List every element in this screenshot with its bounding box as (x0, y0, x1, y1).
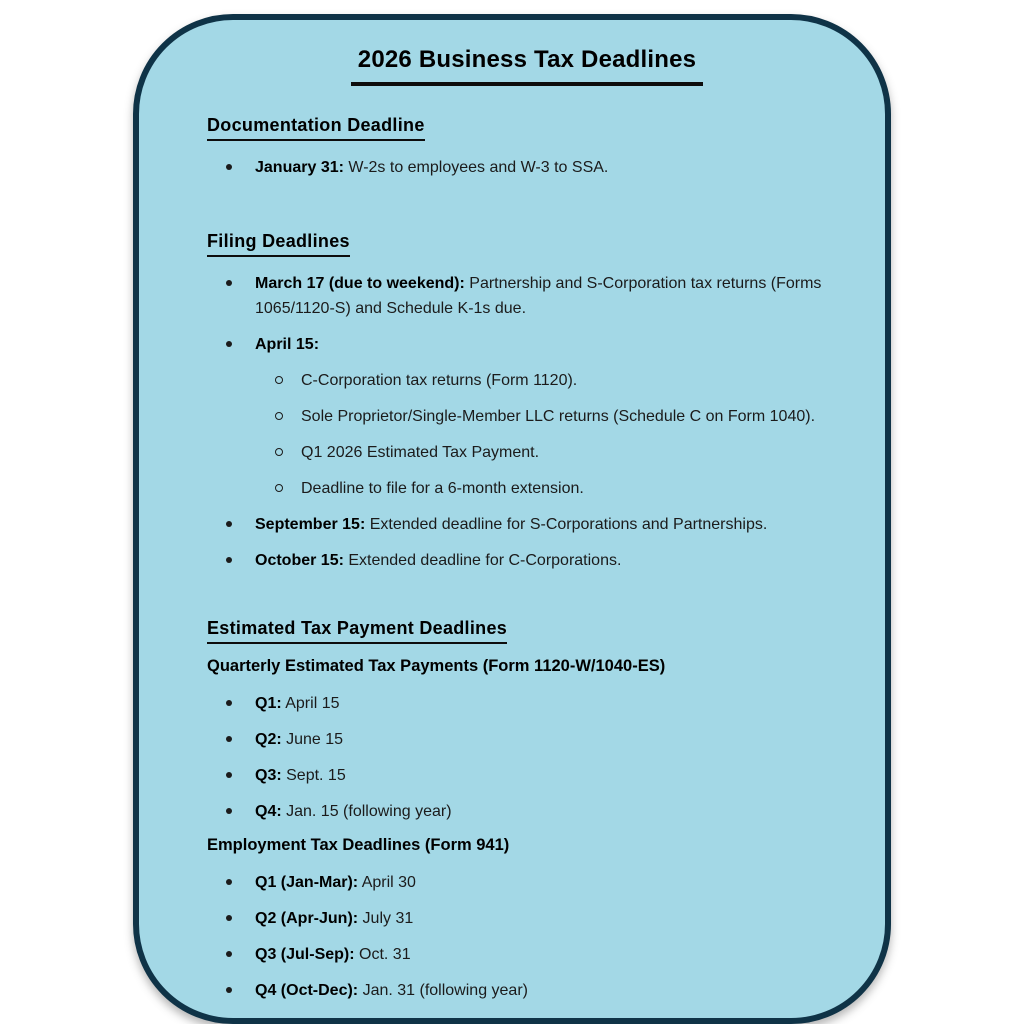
section-heading-documentation: Documentation Deadline (207, 115, 847, 141)
bullet-dot-icon (226, 341, 232, 347)
quarterly-list (207, 691, 847, 824)
circle-bullet-icon (275, 412, 283, 420)
list-item (207, 368, 847, 393)
list-item (207, 870, 847, 895)
subheading-quarterly: Quarterly Estimated Tax Payments (Form 1120-W/1040-ES) (207, 657, 666, 675)
bullet-dot-icon (226, 280, 232, 286)
circle-bullet-icon (275, 484, 283, 492)
bullet-text: Extended deadline for S-Corporations and Partnerships. (365, 516, 768, 533)
employment-list (207, 870, 847, 1003)
bullet-text: April 15 (281, 695, 340, 712)
list-item (207, 440, 847, 465)
bullet-label: Q1: (255, 695, 282, 712)
bullet-text: April 30 (358, 874, 416, 891)
bullet-dot-icon (226, 879, 232, 885)
bullet-label: Q1 (Jan-Mar): (255, 874, 359, 891)
bullet-label: March 17 (due to weekend): (255, 275, 465, 292)
bullet-label: Q4 (Oct-Dec): (255, 982, 359, 999)
list-item (207, 155, 847, 180)
list-item (207, 332, 847, 357)
documentation-list (207, 155, 847, 180)
section-heading-filing: Filing Deadlines (207, 231, 847, 257)
bullet-text: Q1 2026 Estimated Tax Payment. (301, 444, 540, 461)
bullet-text: W-2s to employees and W-3 to SSA. (343, 159, 609, 176)
list-item (207, 512, 847, 537)
bullet-dot-icon (226, 772, 232, 778)
bullet-dot-icon (226, 736, 232, 742)
bullet-dot-icon (226, 987, 232, 993)
bullet-label: Q3 (Jul-Sep): (255, 946, 355, 963)
bullet-text: June 15 (281, 731, 344, 748)
bullet-label: January 31: (255, 159, 344, 176)
bullet-label: April 15: (255, 336, 320, 353)
bullet-dot-icon (226, 700, 232, 706)
title-block (207, 46, 847, 86)
bullet-text: Extended deadline for C-Corporations. (343, 552, 622, 569)
list-item (207, 942, 847, 967)
bullet-text: Oct. 31 (354, 946, 411, 963)
list-item (207, 404, 847, 429)
list-item (207, 476, 847, 501)
bullet-label: Q2: (255, 731, 282, 748)
subheading-employment: Employment Tax Deadlines (Form 941) (207, 836, 510, 854)
bullet-dot-icon (226, 915, 232, 921)
bullet-label: Q2 (Apr-Jun): (255, 910, 359, 927)
bullet-text: Partnership and S-Corporation tax returns (Forms 1065/1120-S) and Schedule K-1s due. (255, 275, 822, 317)
list-item (207, 727, 847, 752)
bullet-text: Sole Proprietor/Single-Member LLC returns (Schedule C on Form 1040). (301, 408, 816, 425)
bullet-text: Jan. 15 (following year) (281, 803, 452, 820)
list-item (207, 271, 847, 321)
bullet-text: Sept. 15 (281, 767, 346, 784)
title-underline-rule (351, 82, 703, 86)
bullet-dot-icon (226, 164, 232, 170)
list-item (207, 799, 847, 824)
bullet-dot-icon (226, 521, 232, 527)
bullet-label: Q4: (255, 803, 282, 820)
section-heading-estimated: Estimated Tax Payment Deadlines (207, 618, 847, 644)
filing-list (207, 271, 847, 573)
tax-deadlines-card (133, 14, 891, 1024)
bullet-label: October 15: (255, 552, 344, 569)
bullet-text: July 31 (358, 910, 414, 927)
circle-bullet-icon (275, 448, 283, 456)
list-item (207, 978, 847, 1003)
bullet-dot-icon (226, 951, 232, 957)
bullet-dot-icon (226, 557, 232, 563)
bullet-label: Q3: (255, 767, 282, 784)
bullet-text: Jan. 31 (following year) (358, 982, 528, 999)
list-item (207, 548, 847, 573)
page-title: 2026 Business Tax Deadlines (357, 46, 697, 73)
bullet-text: C-Corporation tax returns (Form 1120). (301, 372, 578, 389)
list-item (207, 691, 847, 716)
circle-bullet-icon (275, 376, 283, 384)
bullet-text: Deadline to file for a 6-month extension. (301, 480, 584, 497)
list-item (207, 906, 847, 931)
bullet-dot-icon (226, 808, 232, 814)
bullet-label: September 15: (255, 516, 366, 533)
list-item (207, 763, 847, 788)
